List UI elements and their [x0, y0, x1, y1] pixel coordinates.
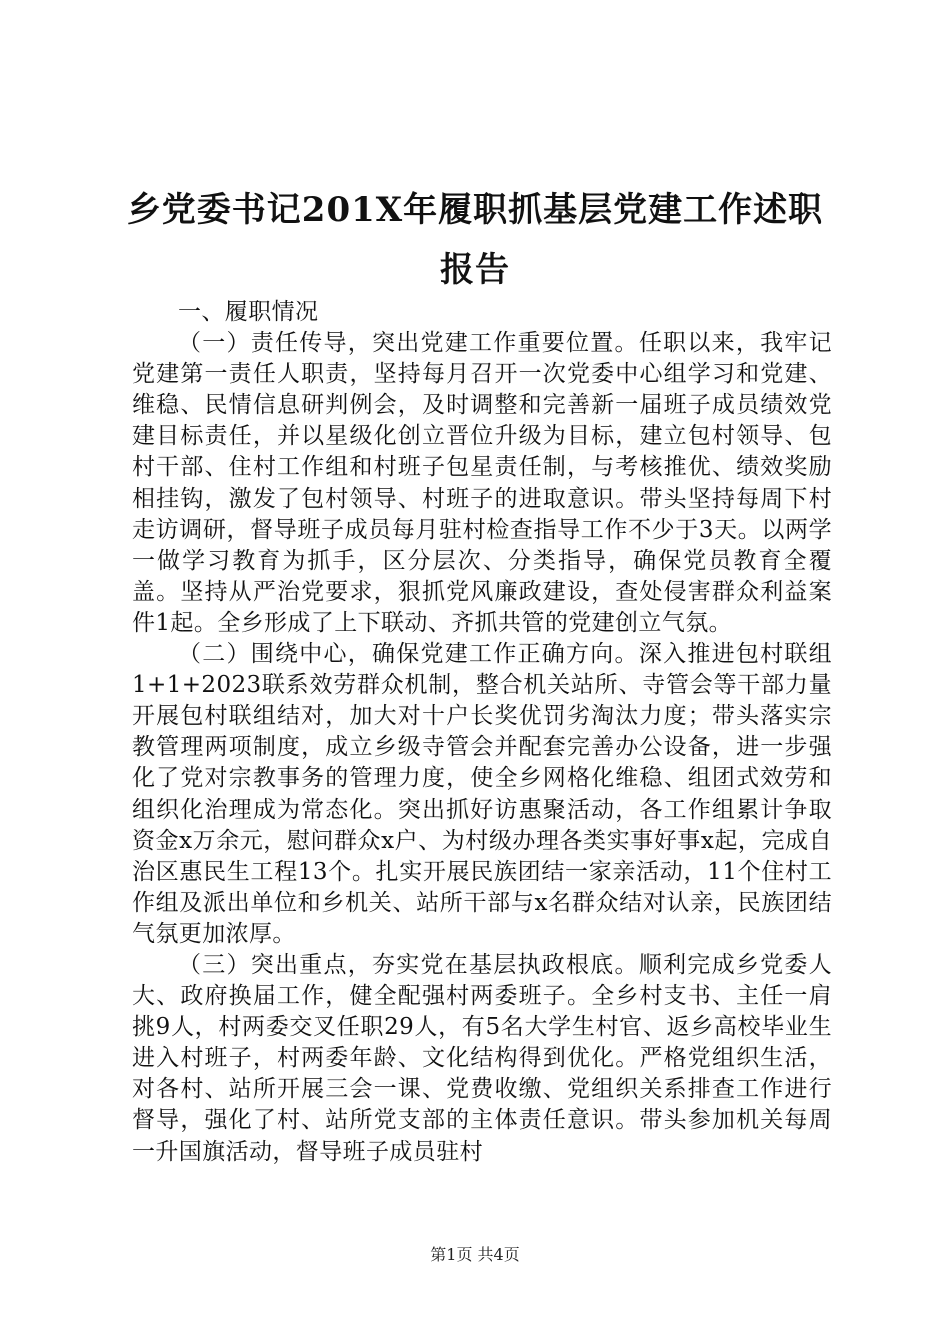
- document-title-line-1: 乡党委书记201X年履职抓基层党建工作述职: [126, 190, 824, 230]
- page-footer: 第1页 共4页: [430, 1245, 520, 1264]
- document-title-line-2: 报告: [440, 250, 510, 290]
- paragraph-1: （一）责任传导，突出党建工作重要位置。任职以来，我牢记党建第一责任人职责，坚持每月召开一次党委中心组学习和党建、维稳、民情信息研判例会，及时调整和完善新一届班子成员绩效党建目标责任，并以星级化创立晋位升级为目标，建立包村领导、包村干部、住村工作组和村班子包星责任制，与考核推优、绩效奖励相挂钩，激发了包村领导、村班子的进取意识。带头坚持每周下村走访调研，督导班子成员每月驻村检查指导工作不少于3天。以两学一做学习教育为抓手，区分层次、分类指导，确保党员教育全覆盖。坚持从严治党要求，狠抓党风廉政建设，查处侵害群众利益案件1起。全乡形成了上下联动、齐抓共管的党建创立气氛。: [132, 330, 832, 636]
- paragraph-3: （三）突出重点，夯实党在基层执政根底。顺利完成乡党委人大、政府换届工作，健全配强村两委班子。全乡村支书、主任一肩挑9人，村两委交叉任职29人，有5名大学生村官、返乡高校毕业生进入村班子，村两委年龄、文化结构得到优化。严格党组织生活，对各村、站所开展三会一课、党费收缴、党组织关系排查工作进行督导，强化了村、站所党支部的主体责任意识。带头参加机关每周一升国旗活动，督导班子成员驻村: [132, 951, 832, 1165]
- document-body: [132, 297, 832, 1168]
- section-heading: 一、履职情况: [178, 299, 319, 325]
- paragraph-2: （二）围绕中心，确保党建工作正确方向。深入推进包村联组1+1+2023联系效劳群众机制，整合机关站所、寺管会等干部力量开展包村联组结对，加大对十户长奖优罚劣淘汰力度；带头落实宗教管理两项制度，成立乡级寺管会并配套完善办公设备，进一步强化了党对宗教事务的管理力度，使全乡网格化维稳、组团式效劳和组织化治理成为常态化。突出抓好访惠聚活动，各工作组累计争取资金x万余元，慰问群众x户、为村级办理各类实事好事x起，完成自治区惠民生工程13个。扎实开展民族团结一家亲活动，11个住村工作组及派出单位和乡机关、站所干部与x名群众结对认亲，民族团结气氛更加浓厚。: [132, 641, 832, 947]
